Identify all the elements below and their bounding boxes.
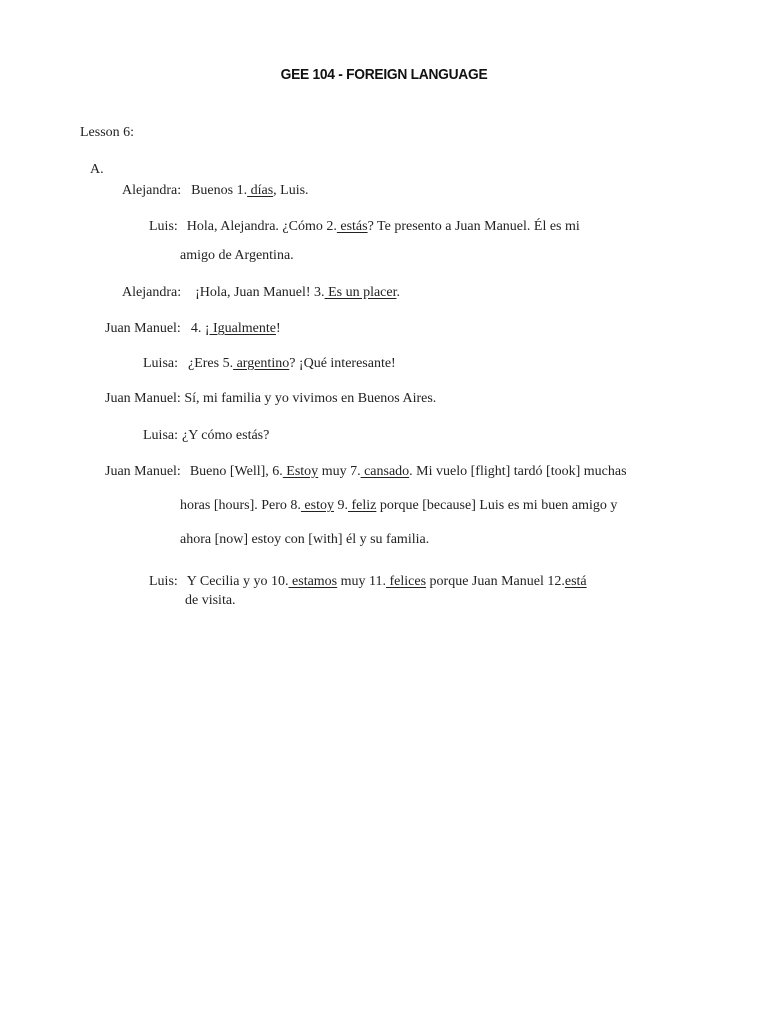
speaker-name: Alejandra: [122,285,182,300]
line-text: Y Cecilia y yo 10. [186,574,289,589]
answer-blank: estás [336,219,368,234]
speaker-name: Luisa: [143,428,178,443]
line-text: 9. [333,498,348,513]
line-text: ¿Eres 5. [188,356,234,371]
answer-blank: Es un placer [324,285,397,300]
answer-blank: felices [386,574,427,589]
line-text: , Luis. [273,183,309,198]
line-text: porque [because] Luis es mi buen amigo y [376,498,618,513]
dialogue-line-9 [149,573,587,591]
answer-blank: Estoy [282,464,319,479]
answer-blank: feliz [347,498,377,513]
answer-blank: cansado [360,464,410,479]
line-text: horas [hours]. Pero 8. [180,498,301,513]
line-text: 4. ¡ [190,321,210,336]
answer-blank: está [564,574,587,589]
answer-blank: estoy [300,498,334,513]
line-text: ? Te presento a Juan Manuel. Él es mi [367,219,580,234]
line-text: . [396,285,400,300]
line-text: ! [275,321,281,336]
dialogue-line-2-continued: amigo de Argentina. [180,248,294,263]
dialogue-line-5 [143,355,396,373]
line-text: muy 11. [337,574,387,589]
dialogue-line-3 [122,284,400,302]
dialogue-line-1 [122,182,309,200]
line-text: ? ¡Qué interesante! [289,356,396,371]
dialogue-line-7 [143,427,269,445]
line-text: muy 7. [318,464,361,479]
section-label: A. [90,162,104,177]
line-text: ¿Y cómo estás? [182,428,270,443]
line-text: Bueno [Well], 6. [189,464,283,479]
lesson-heading: Lesson 6: [80,125,135,140]
answer-blank: días [247,183,274,198]
dialogue-line-2 [149,218,580,236]
dialogue-line-8 [105,463,627,481]
speaker-name: Juan Manuel: [105,321,181,336]
answer-blank: Igualmente [209,321,276,336]
dialogue-line-6: Juan Manuel: Sí, mi familia y yo vivimos en Buenos Aires. [105,391,437,406]
speaker-name: Luisa: [143,356,178,371]
line-text: Buenos 1. [191,183,248,198]
dialogue-line-8-continued [180,497,617,515]
line-text: Hola, Alejandra. ¿Cómo 2. [186,219,337,234]
speaker-name: Alejandra: [122,183,182,198]
speaker-name: Juan Manuel: [105,464,181,479]
answer-blank: argentino [233,356,290,371]
line-text: . Mi vuelo [flight] tardó [took] muchas [409,464,627,479]
page-title: GEE 104 - FOREIGN LANGUAGE [280,66,488,83]
speaker-name: Luis: [149,574,178,589]
dialogue-line-4 [105,320,281,338]
dialogue-line-8-continued-2: ahora [now] estoy con [with] él y su familia. [180,532,430,547]
line-text: ¡Hola, Juan Manuel! 3. [195,285,325,300]
line-text: porque Juan Manuel 12. [426,574,565,589]
dialogue-line-9-continued: de visita. [185,593,236,608]
speaker-name: Luis: [149,219,178,234]
answer-blank: estamos [288,574,338,589]
